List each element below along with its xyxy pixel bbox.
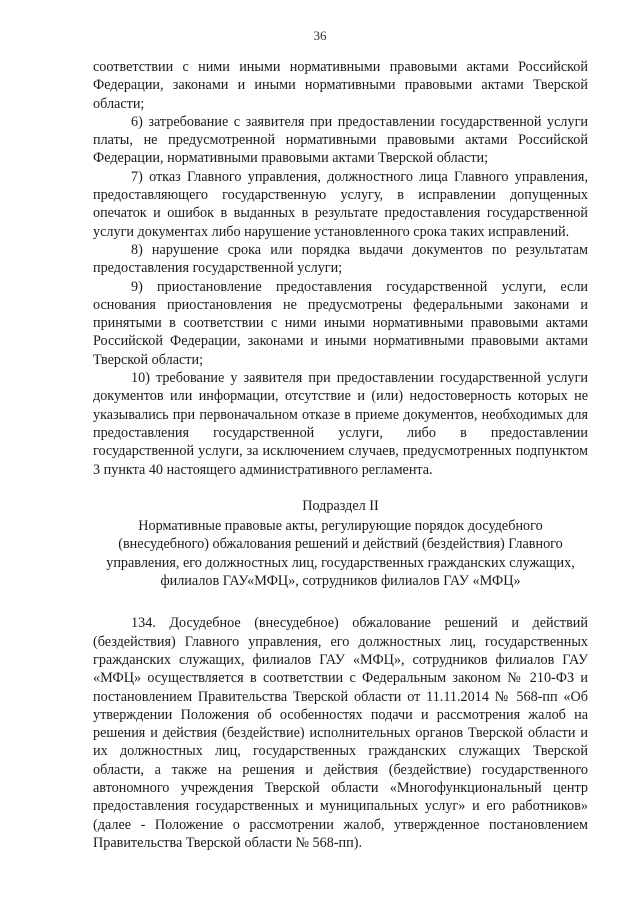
paragraph-134: 134. Досудебное (внесудебное) обжалование решений и действий (бездействия) Главного управления, его должностных лиц, государственных гражданских служащих, филиалов ГАУ «МФЦ», сотрудников филиалов ГАУ «МФЦ» осуществляется в соответствии с Федеральным законом № 210-ФЗ и постановлением Правительства Тверской области от 11.11.2014 № 568-пп «Об утверждении Положения об особенностях подачи и рассмотрения жалоб на решения и действия (бездействие) исполнительных органов Тверской области и их должностных лиц, государственных гражданских служащих Тверской области, а также на решения и действия (бездействие) государственного автономного учреждения Тверской области «Многофункциональный центр предоставления государственных и муниципальных услуг» и его работников» (далее - Положение о рассмотрении жалоб, утвержденное постановлением Правительства Тверской области № 568-пп). [93,615,588,851]
paragraph-item-6: 6) затребование с заявителя при предоставлении государственной услуги платы, не предусмотренной нормативными правовыми актами Российской Федерации, нормативными правовыми актами Тверской области; [93,113,588,167]
page-number: 36 [313,28,327,43]
paragraph-item-9: 9) приостановление предоставления государственной услуги, если основания приостановления не предусмотрены федеральными законами и принятыми в соответствии с ними иными нормативными правовыми актами Российской Федерации, законами и иными нормативными правовыми актами Тверской области; [93,278,588,368]
paragraph-item-10: 10) требование у заявителя при предоставлении государственной услуги документов или информации, отсутствие и (или) недостоверность которых не указывались при первоначальном отказе в приеме документов, необходимых для предоставления государственной услуги, либо в предоставлении государственной услуги, за исключением случаев, предусмотренных подпунктом 3 пункта 40 настоящего административного регламента. [93,370,588,478]
subsection-heading [93,497,588,590]
paragraph-item-8: 8) нарушение срока или порядка выдачи документов по результатам предоставления государственной услуги; [93,241,588,277]
paragraph-continuation: соответствии с ними иными нормативными правовыми актами Российской Федерации, законами и иными нормативными правовыми актами Тверской области; [93,59,588,112]
document-body [93,58,588,852]
subsection-title: Нормативные правовые акты, регулирующие порядок досудебного (внесудебного) обжалования решений и действий (бездействия) Главного управления, его должностных лиц, государственных гражданских служащих, филиалов ГАУ«МФЦ», сотрудников филиалов ГАУ «МФЦ» [106,518,575,590]
subsection-label: Подраздел II [302,497,379,514]
paragraph-item-7: 7) отказ Главного управления, должностного лица Главного управления, предоставляющего государственную услугу, в исправлении допущенных опечаток и ошибок в выданных в результате предоставления государственной услуги документах либо нарушение установленного срока таких исправлений. [93,168,588,240]
